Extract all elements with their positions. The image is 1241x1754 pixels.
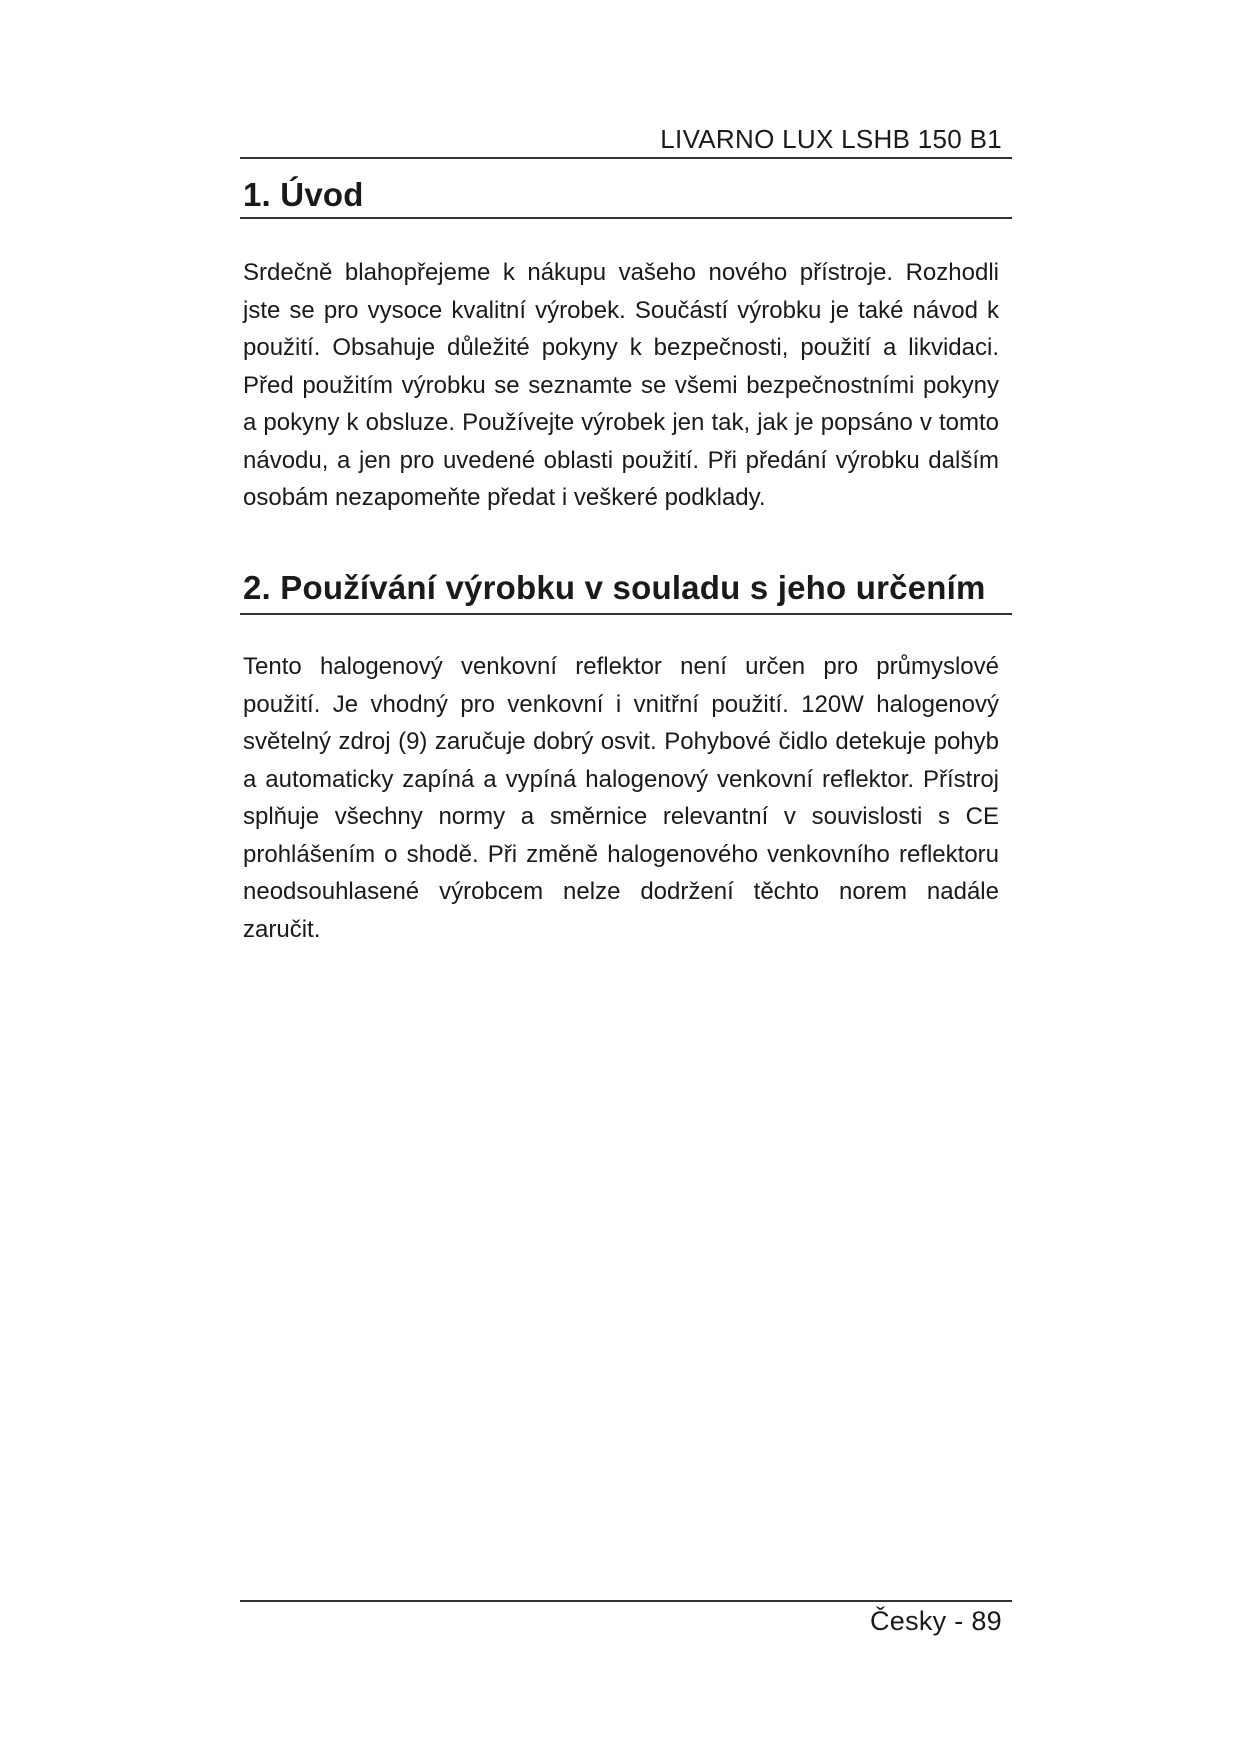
- footer-rule: [240, 1600, 1012, 1602]
- section-rule-intended-use: [240, 613, 1012, 615]
- section-heading-intended-use: 2. Používání výrobku v souladu s jeho určením: [243, 569, 986, 606]
- page-footer: Česky - 89: [869, 1606, 1002, 1636]
- section-heading-intro: 1. Úvod: [243, 176, 364, 213]
- header-rule: [240, 157, 1012, 159]
- section-text-intro: Srdečně blahopřejeme k nákupu vašeho nového přístroje. Rozhodli jste se pro vysoce kvalitní výrobek. Součástí výrobku je také návod k použití. Obsahuje důležité pokyny k bezpečnosti, použití a likvidaci. Před použitím výrobku se seznamte se všemi bezpečnostními pokyny a pokyny k obsluze. Používejte výrobek jen tak, jak je popsáno v tomto návodu, a jen pro uvedené oblasti použití. Při předání výrobku dalším osobám nezapomeňte předat i veškeré podklady.: [243, 259, 999, 511]
- section-text-intended-use: Tento halogenový venkovní reflektor není určen pro průmyslové použití. Je vhodný pro venkovní i vnitřní použití. 120W halogenový světelný zdroj (9) zaručuje dobrý osvit. Pohybové čidlo detekuje pohyb a automaticky zapíná a vypíná halogenový venkovní reflektor. Přístroj splňuje všechny normy a směrnice relevantní v souvislosti s CE prohlášením o shodě. Při změně halogenového venkovního reflektoru neodsouhlasené výrobcem nelze dodržení těchto norem nadále zaručit.: [243, 653, 999, 943]
- section-rule-intro: [240, 217, 1012, 219]
- running-header: LIVARNO LUX LSHB 150 B1: [660, 124, 1002, 154]
